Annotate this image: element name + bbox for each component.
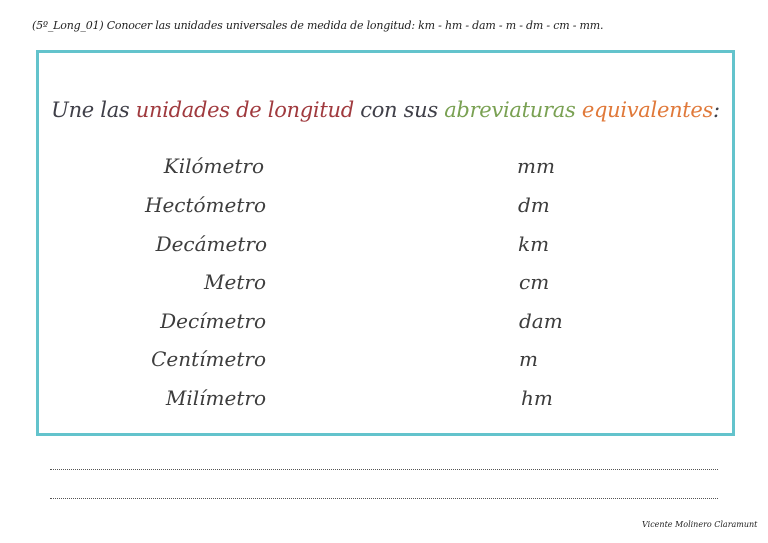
instruction-highlight-abbreviations: abreviaturas	[444, 98, 576, 122]
instruction-text: Une las	[51, 98, 136, 122]
answer-line-2[interactable]	[50, 498, 718, 499]
instruction-highlight-units: unidades de longitud	[135, 98, 354, 122]
instruction-colon: :	[713, 98, 720, 122]
abbreviation-item-km[interactable]: km	[518, 232, 550, 256]
worksheet-title: (5º_Long_01) Conocer las unidades universales de medida de longitud: km - hm - dam - m - dm - cm - mm.	[32, 19, 604, 32]
unit-item-decimetro[interactable]: Decímetro	[160, 309, 266, 333]
author-credit: Vicente Molinero Claramunt	[642, 520, 758, 529]
unit-item-hectometro[interactable]: Hectómetro	[145, 193, 266, 217]
instruction-highlight-equivalents: equivalentes	[581, 98, 714, 122]
abbreviation-item-mm[interactable]: mm	[517, 154, 555, 178]
instruction-text: con sus	[353, 98, 445, 122]
unit-item-decametro[interactable]: Decámetro	[155, 232, 267, 256]
unit-item-centimetro[interactable]: Centímetro	[151, 347, 266, 371]
exercise-instruction	[39, 98, 732, 122]
exercise-frame	[36, 50, 735, 436]
answer-line-1[interactable]	[50, 469, 718, 470]
abbreviation-item-cm[interactable]: cm	[519, 270, 550, 294]
abbreviation-item-dam[interactable]: dam	[519, 309, 563, 333]
unit-item-kilometro[interactable]: Kilómetro	[163, 154, 264, 178]
abbreviation-item-dm[interactable]: dm	[518, 193, 550, 217]
unit-item-milimetro[interactable]: Milímetro	[165, 386, 266, 410]
abbreviation-item-hm[interactable]: hm	[521, 386, 553, 410]
abbreviation-item-m[interactable]: m	[519, 347, 538, 371]
unit-item-metro[interactable]: Metro	[204, 270, 266, 294]
